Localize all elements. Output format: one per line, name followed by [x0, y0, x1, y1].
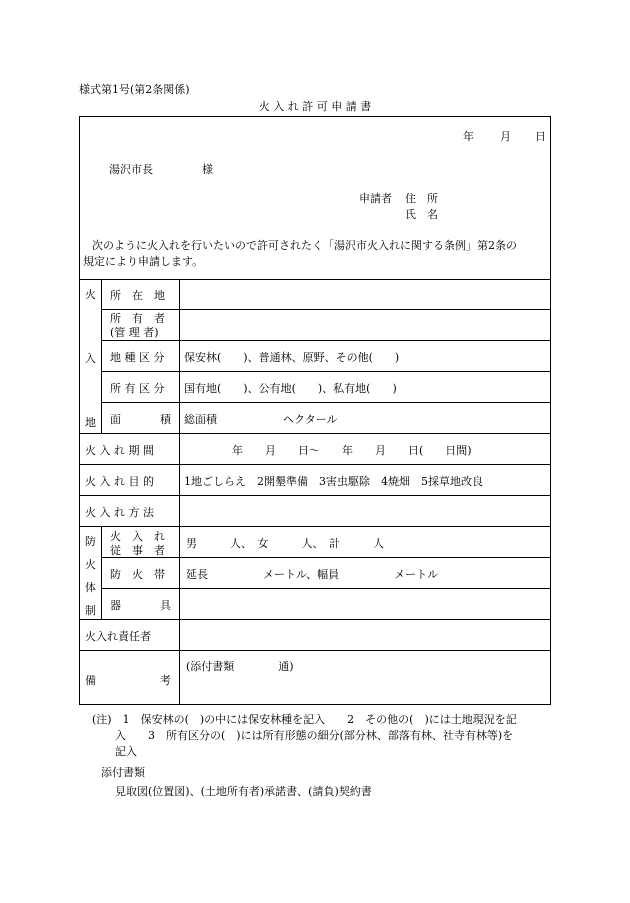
date-year: 年 — [463, 130, 474, 143]
note-line3: 記入 — [115, 745, 137, 758]
addressee-name: 湯沢市長 — [109, 163, 153, 176]
applicant-address: 住 所 — [405, 192, 438, 205]
fire-group-char3: 体 — [85, 581, 96, 594]
remarks-label-a: 備 — [85, 674, 96, 687]
applicant-label: 申請者 — [359, 192, 392, 205]
ownership-value[interactable]: 国有地( )、公有地( )、私有地( ) — [184, 382, 397, 395]
firebreak-value[interactable]: 延長 メートル、幅員 メートル — [186, 568, 439, 581]
area-label-a: 面 — [110, 413, 121, 426]
workers-label-1: 火 入 れ — [110, 530, 165, 543]
land-type-value[interactable]: 保安林( )、普通林、原野、その他( ) — [184, 351, 400, 364]
remarks-label-b: 考 — [160, 674, 171, 687]
area-value[interactable]: 総面積 ヘクタール — [184, 413, 338, 426]
applicant-name: 氏 名 — [405, 208, 438, 221]
attachments-label: 添付書類 — [101, 766, 145, 779]
method-label: 火 入 れ 方 法 — [85, 506, 154, 519]
note-line1: (注) 1 保安林の( )の中には保安林種を記入 2 その他の( )には土地現況を記 — [92, 713, 517, 726]
workers-label-2: 従 事 者 — [110, 544, 165, 557]
manager-label: (管 理 者) — [110, 326, 159, 339]
period-value[interactable]: 年 月 日〜 年 月 日( 日間) — [232, 444, 472, 457]
area-label-b: 積 — [160, 413, 171, 426]
document-title: 火 入 れ 許 可 申 請 書 — [258, 100, 372, 113]
responsible-label: 火入れ責任者 — [85, 630, 151, 643]
fire-group-char4: 制 — [85, 604, 96, 617]
equipment-label-b: 具 — [160, 599, 171, 612]
purpose-value[interactable]: 1地ごしらえ 2開墾準備 3害虫駆除 4焼畑 5採草地改良 — [184, 475, 483, 488]
equipment-label-a: 器 — [110, 599, 121, 612]
firebreak-label: 防 火 帯 — [110, 568, 165, 581]
statement-line2: 規定により申請します。 — [83, 255, 204, 268]
land-group-char1: 火 — [85, 288, 96, 301]
fire-group-char2: 火 — [85, 558, 96, 571]
date-month: 月 — [500, 130, 511, 143]
attachments-list: 見取図(位置図)、(土地所有者)承諾書、(請負)契約書 — [115, 785, 372, 798]
form-number: 様式第1号(第2条関係) — [79, 83, 190, 96]
statement-line1: 次のように火入れを行いたいので許可されたく「湯沢市火入れに関する条例」第2条の — [92, 239, 517, 252]
land-group-char2: 入 — [85, 352, 96, 365]
date-day: 日 — [535, 130, 546, 143]
purpose-label: 火 入 れ 目 的 — [85, 475, 154, 488]
note-line2: 入 3 所有区分の( )には所有形態の細分(部分林、部落有林、社寺有林等)を — [115, 729, 514, 742]
workers-value[interactable]: 男 人、 女 人、 計 人 — [186, 537, 384, 550]
addressee-honorific: 様 — [202, 163, 213, 176]
land-group-char3: 地 — [85, 416, 96, 429]
remarks-value[interactable]: (添付書類 通) — [186, 660, 294, 673]
land-type-label: 地 種 区 分 — [110, 351, 165, 364]
period-label: 火 入 れ 期 間 — [85, 444, 154, 457]
ownership-label: 所 有 区 分 — [110, 382, 165, 395]
fire-group-char1: 防 — [85, 535, 96, 548]
owner-label: 所 有 者 — [110, 312, 165, 325]
location-label: 所 在 地 — [110, 289, 165, 302]
